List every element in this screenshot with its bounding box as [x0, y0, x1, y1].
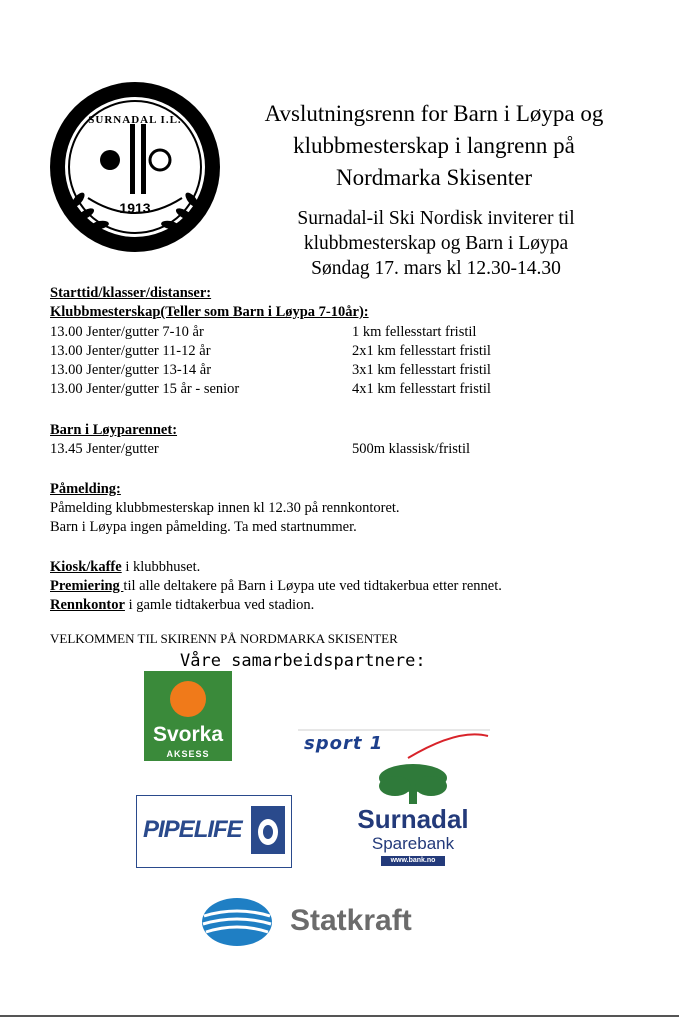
subtitle-line: Søndag 17. mars kl 12.30-14.30	[311, 258, 561, 279]
pipelife-logo	[136, 795, 292, 868]
class-label: 13.45 Jenter/gutter	[50, 441, 159, 457]
class-label: 13.00 Jenter/gutter 15 år - senior	[50, 381, 240, 397]
class-label: 13.00 Jenter/gutter 7-10 år	[50, 324, 204, 340]
class-label: 13.00 Jenter/gutter 13-14 år	[50, 362, 212, 378]
pipelife-name: PIPELIFE	[143, 816, 242, 843]
info-office	[50, 597, 650, 614]
info-label: Rennkontor	[50, 597, 125, 613]
registration-line: Påmelding klubbmesterskap innen kl 12.30 på rennkontoret.	[50, 500, 400, 516]
info-label: Kiosk/kaffe	[50, 559, 122, 575]
club-logo	[48, 80, 222, 254]
bottom-divider	[0, 1015, 679, 1017]
class-row	[50, 324, 650, 341]
sparebank-url: www.bank.no	[381, 856, 445, 866]
class-row	[50, 441, 650, 458]
section-heading-registration: Påmelding:	[50, 481, 121, 497]
info-prizes	[50, 578, 650, 595]
subtitle-line: Surnadal-il Ski Nordisk inviterer til	[297, 208, 575, 229]
info-label: Premiering	[50, 578, 124, 594]
event-title	[228, 98, 640, 194]
section-heading-start: Starttid/klasser/distanser:	[50, 285, 212, 301]
class-row	[50, 343, 650, 360]
sparebank-sub: Sparebank	[371, 834, 455, 853]
svorka-name: Svorka	[152, 723, 224, 746]
info-kiosk	[50, 559, 650, 576]
statkraft-logo	[200, 896, 470, 948]
title-line: klubbmesterskap i langrenn på	[293, 133, 575, 158]
title-line: Avslutningsrenn for Barn i Løypa og	[264, 101, 604, 126]
info-text: i klubbhuset.	[121, 559, 201, 575]
sparebank-logo	[345, 762, 481, 868]
section-subheading-club: Klubbmesterskap(Teller som Barn i Løypa 7-10år):	[50, 304, 369, 320]
club-logo-year: 1913	[119, 200, 151, 216]
sport1-name: sport 1	[304, 733, 384, 754]
subtitle-line: klubbmesterskap og Barn i Løypa	[303, 233, 569, 254]
section-heading-children: Barn i Løyparennet:	[50, 422, 178, 438]
svorka-logo	[144, 671, 232, 761]
class-label: 13.00 Jenter/gutter 11-12 år	[50, 343, 211, 359]
statkraft-name: Statkraft	[290, 904, 412, 937]
sparebank-name: Surnadal	[357, 804, 469, 834]
class-distance: 1 km fellesstart fristil	[352, 324, 477, 340]
class-row	[50, 362, 650, 379]
info-text: i gamle tidtakerbua ved stadion.	[124, 597, 315, 613]
class-distance: 3x1 km fellesstart fristil	[352, 362, 491, 378]
club-logo-name: SURNADAL I.L.	[88, 114, 182, 126]
partners-heading: Våre samarbeidspartnere:	[180, 651, 426, 671]
event-subtitle	[268, 206, 604, 281]
svorka-tag: AKSESS	[166, 749, 210, 759]
class-distance: 4x1 km fellesstart fristil	[352, 381, 491, 397]
registration-line: Barn i Løypa ingen påmelding. Ta med startnummer.	[50, 519, 357, 535]
welcome-text: VELKOMMEN TIL SKIRENN PÅ NORDMARKA SKISENTER	[50, 631, 398, 646]
class-row	[50, 381, 650, 398]
class-distance: 2x1 km fellesstart fristil	[352, 343, 491, 359]
title-line: Nordmarka Skisenter	[335, 165, 533, 190]
sport1-logo	[298, 728, 490, 760]
class-distance: 500m klassisk/fristil	[352, 441, 471, 457]
info-text: til alle deltakere på Barn i Løypa ute ved tidtakerbua etter rennet.	[123, 578, 502, 594]
